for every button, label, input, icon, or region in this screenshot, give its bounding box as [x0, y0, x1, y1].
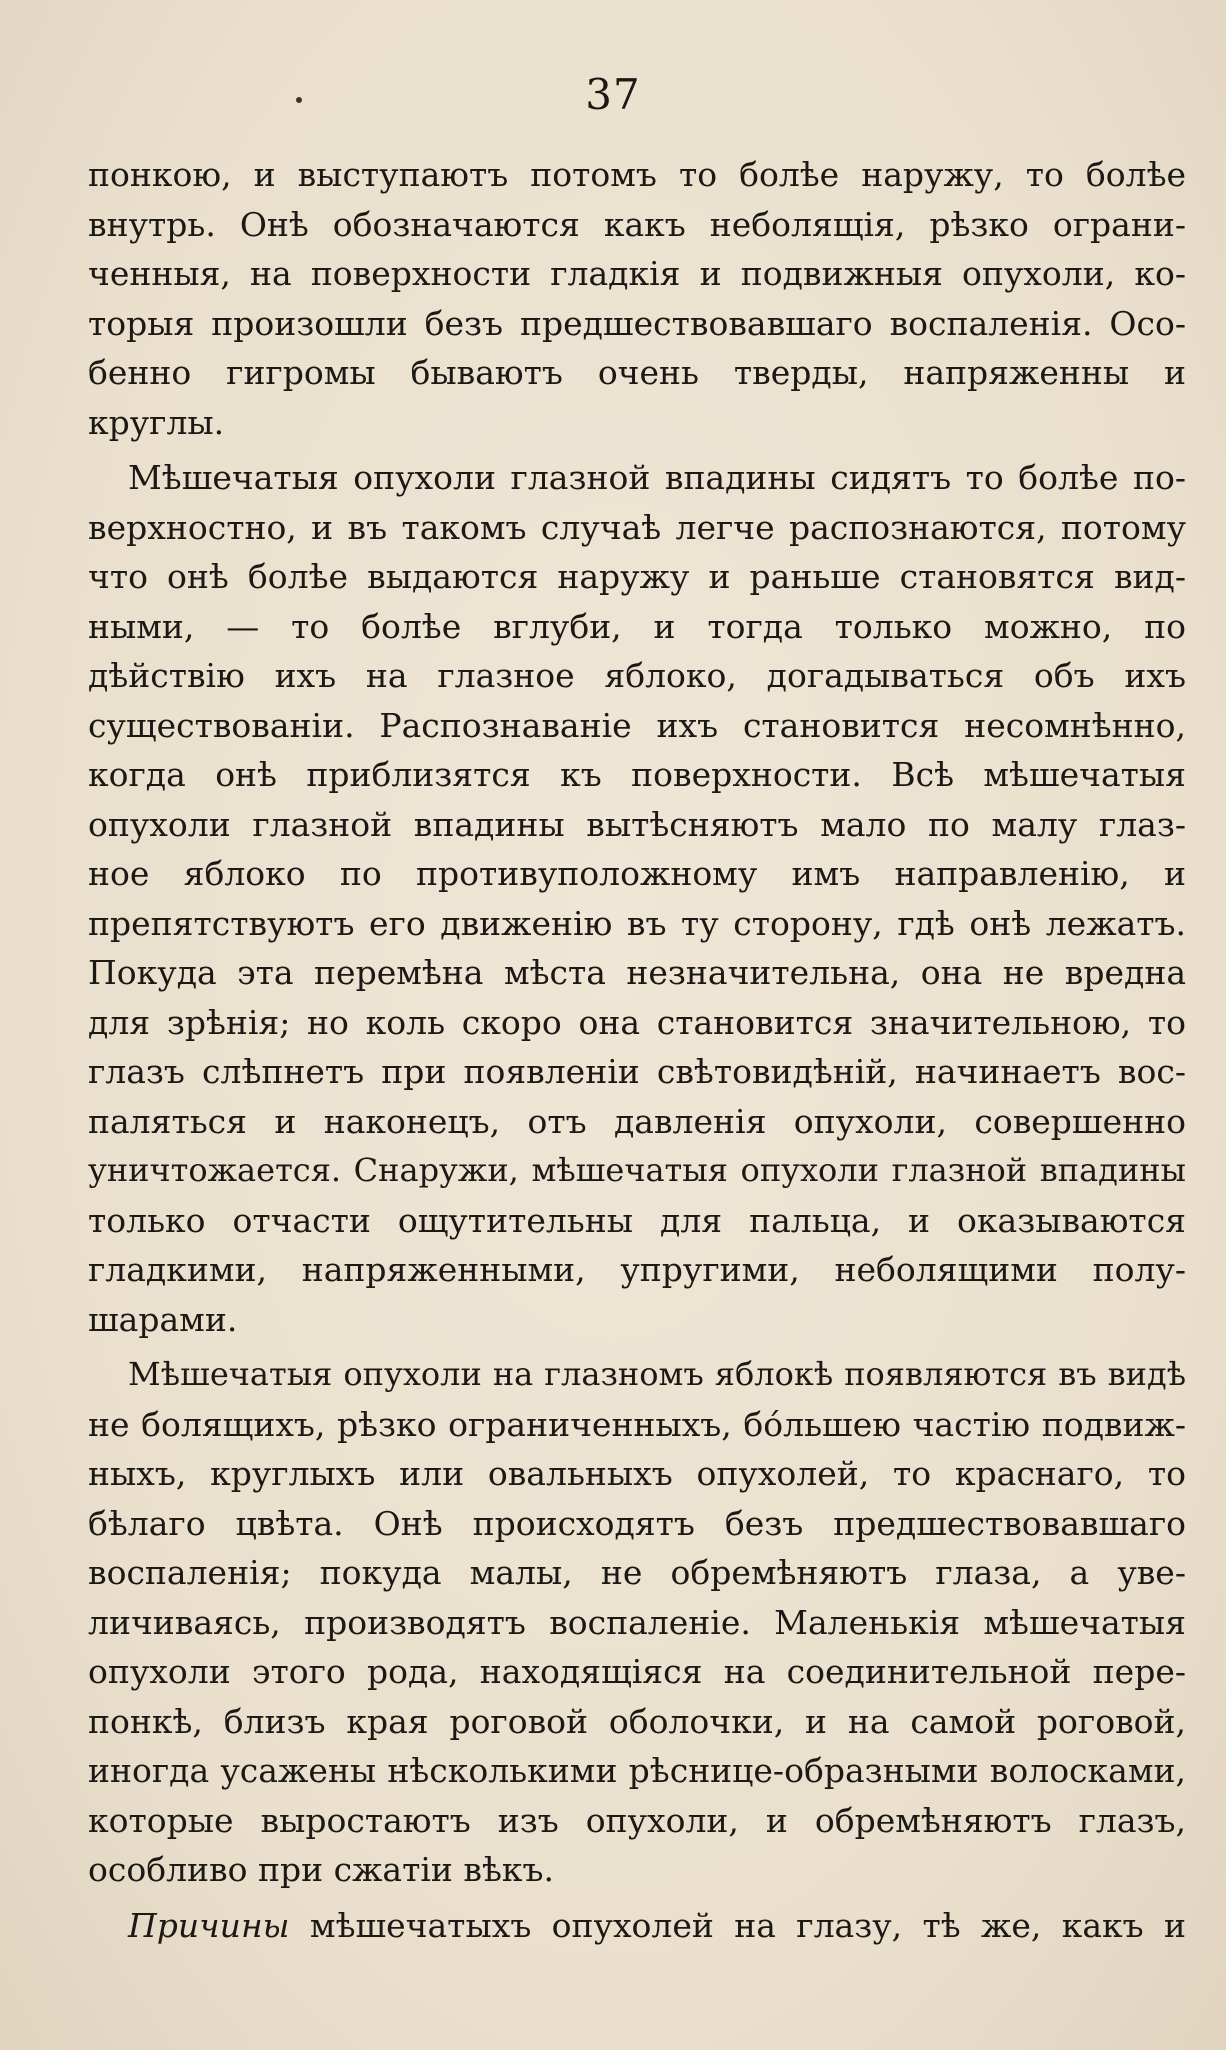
- text-line: опухоли глазной впадины вытѣсняютъ мало по малу глаз-: [88, 804, 1186, 844]
- text-line: внутрь. Онѣ обозначаются какъ неболящія, рѣзко ограни-: [88, 204, 1186, 244]
- text-line: опухоли этого рода, находящіяся на соединительной пере-: [88, 1652, 1186, 1691]
- text-line: дѣйствію ихъ на глазное яблоко, догадываться объ ихъ: [88, 656, 1186, 695]
- text-line: не болящихъ, рѣзко ограниченныхъ, бо́льшею частію подвиж-: [88, 1404, 1186, 1444]
- italic-heading-word: Причины: [128, 1905, 290, 1945]
- text-line: только отчасти ощутительны для пальца, и оказываются: [88, 1200, 1186, 1240]
- text-line: ными, — то болѣе вглуби, и тогда только можно, по: [88, 606, 1186, 646]
- paragraph-first-line: Мѣшечатыя опухоли глазной впадины сидятъ то болѣе по-: [128, 458, 1186, 497]
- text-line: бенно гигромы бываютъ очень тверды, напряженны и: [88, 353, 1186, 392]
- text-line: верхностно, и въ такомъ случаѣ легче распознаются, потому: [88, 507, 1186, 547]
- text-line: уничтожается. Снаружи, мѣшечатыя опухоли глазной впадины: [88, 1151, 1186, 1189]
- text-line: гладкими, напряженными, упругими, неболящими полу-: [88, 1250, 1186, 1289]
- text-line: круглы.: [88, 402, 225, 442]
- paragraph-first-line: Мѣшечатыя опухоли на глазномъ яблокѣ появляются въ видѣ: [128, 1355, 1186, 1393]
- text-line: ченныя, на поверхности гладкія и подвижныя опухоли, ко-: [88, 254, 1186, 293]
- text-line: бѣлаго цвѣта. Онѣ происходятъ безъ предшествовавшаго: [88, 1503, 1186, 1543]
- text-span: мѣшечатыхъ опухолей на глазу, тѣ же, какъ и: [289, 1905, 1186, 1945]
- text-line: понкою, и выступаютъ потомъ то болѣе наружу, то болѣе: [88, 155, 1186, 194]
- text-line: препятствуютъ его движенію въ ту сторону, гдѣ онѣ лежатъ.: [88, 903, 1186, 943]
- text-line: ное яблоко по противуположному имъ направленію, и: [88, 854, 1186, 893]
- text-line: ныхъ, круглыхъ или овальныхъ опухолей, то краснаго, то: [88, 1454, 1186, 1493]
- text-line: шарами.: [88, 1299, 238, 1339]
- page-number: 37: [585, 70, 641, 119]
- body-text: [88, 150, 1186, 1950]
- text-line: Покуда эта перемѣна мѣста незначительна, она не вредна: [88, 953, 1186, 992]
- text-line: особливо при сжатіи вѣкъ.: [88, 1850, 554, 1889]
- text-line: паляться и наконецъ, отъ давленія опухоли, совершенно: [88, 1101, 1186, 1141]
- paragraph-first-line: [88, 1901, 1186, 1951]
- text-line: глазъ слѣпнетъ при появленіи свѣтовидѣній, начинаетъ вос-: [88, 1052, 1186, 1091]
- text-line: личиваясь, производятъ воспаленіе. Маленькія мѣшечатыя: [88, 1602, 1186, 1642]
- text-line: что онѣ болѣе выдаются наружу и раньше становятся вид-: [88, 557, 1186, 596]
- text-line: торыя произошли безъ предшествовавшаго воспаленія. Осо-: [88, 303, 1186, 343]
- text-line: когда онѣ приблизятся къ поверхности. Всѣ мѣшечатыя: [88, 755, 1186, 794]
- text-line: для зрѣнія; но коль скоро она становится значительною, то: [88, 1002, 1186, 1042]
- text-line: воспаленія; покуда малы, не обремѣняютъ глаза, а уве-: [88, 1553, 1186, 1592]
- text-line: понкѣ, близъ края роговой оболочки, и на самой роговой,: [88, 1701, 1186, 1741]
- text-line: иногда усажены нѣсколькими рѣсницe-образными волосками,: [88, 1751, 1186, 1790]
- text-line: которые выростаютъ изъ опухоли, и обремѣняютъ глазъ,: [88, 1800, 1186, 1840]
- text-line: существованіи. Распознаваніе ихъ становится несомнѣнно,: [88, 705, 1186, 745]
